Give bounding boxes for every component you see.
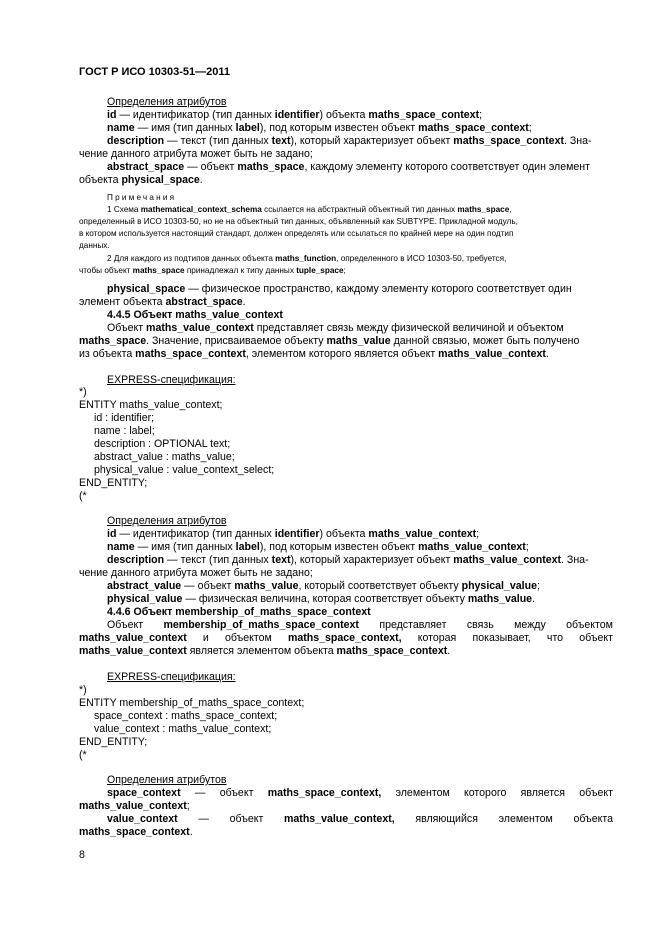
attr-definitions-heading: Определения атрибутов [107, 96, 227, 108]
section-4-4-5-heading: 4.4.5 Объект maths_value_context [107, 309, 283, 321]
express-1-line-1: ENTITY maths_value_context; [79, 399, 223, 411]
section-4-4-5-para-line-2: maths_space. Значение, присваиваемое объекту maths_value данной связью, может быть получено [79, 335, 580, 347]
attr-abstract-value-definition: abstract_value — объект maths_value, который соответствует объекту physical_value; [107, 580, 540, 592]
express-1-line-0: *) [79, 386, 87, 398]
attr-abstract-space-definition: abstract_space — объект maths_space, каждому элементу которого соответствует один элемент [107, 161, 591, 173]
attr-definitions-heading-3: Определения атрибутов [107, 774, 227, 786]
express-1-line-2: id : identifier; [94, 412, 155, 424]
page-header: ГОСТ Р ИСО 10303-51—2011 [79, 66, 231, 78]
attr-name-definition: name — имя (тип данных label), под которым известен объект maths_space_context; [107, 122, 532, 134]
express-spec-heading-1: EXPRESS-спецификация: [107, 374, 236, 386]
express-1-line-8: (* [79, 490, 87, 502]
express-1-line-7: END_ENTITY; [79, 477, 148, 489]
section-4-4-6-para-line-2: maths_value_context и объектом maths_space_context, которая показывает, что объект [79, 632, 613, 644]
express-1-line-6: physical_value : value_context_select; [94, 464, 275, 476]
express-2-line-3: value_context : maths_value_context; [94, 723, 272, 735]
attr-id-definition: id — идентификатор (тип данных identifier) объекта maths_space_context; [107, 109, 483, 121]
attr-physical-space-continuation: элемент объекта abstract_space. [79, 296, 246, 308]
express-1-line-3: name : label; [94, 425, 155, 437]
section-4-4-6-para-line-3: maths_value_context является элементом объекта maths_space_context. [79, 645, 451, 657]
express-2-line-5: (* [79, 749, 87, 761]
express-1-line-4: description : OPTIONAL text; [94, 438, 231, 450]
attr-description-definition-2: description — текст (тип данных text), который характеризует объект maths_value_context. Зна- [107, 554, 589, 566]
attr-name-definition-2: name — имя (тип данных label), под которым известен объект maths_value_context; [107, 541, 529, 553]
express-2-line-4: END_ENTITY; [79, 736, 148, 748]
note-1-line-3: в котором используется настоящий стандарт, должен определять или ссылаться по крайней мере на один подтип [79, 229, 514, 238]
attr-physical-space-definition: physical_space — физическое пространство, каждому элементу которого соответствует один [107, 283, 572, 295]
attr-abstract-space-continuation: объекта physical_space. [79, 174, 203, 186]
express-spec-heading-2: EXPRESS-спецификация: [107, 671, 236, 683]
attr-space-context-definition: space_context — объект maths_space_context, элементом которого является объект [107, 787, 613, 799]
attr-value-context-definition: value_context — объект maths_value_context, являющийся элементом объекта [107, 813, 613, 825]
note-1-line-4: данных. [79, 241, 110, 250]
attr-description-continuation-2: чение данного атрибута может быть не задано; [79, 567, 313, 579]
notes-title: Примечания [107, 193, 177, 202]
note-2-line-1: 2 Для каждого из подтипов данных объекта maths_function, определенного в ИСО 10303-50, требуется, [107, 254, 507, 263]
express-1-line-5: abstract_value : maths_value; [94, 451, 235, 463]
section-4-4-6-heading: 4.4.6 Объект membership_of_maths_space_context [107, 606, 371, 618]
express-2-line-0: *) [79, 684, 87, 696]
attr-id-definition-2: id — идентификатор (тип данных identifier) объекта maths_value_context; [107, 528, 480, 540]
express-2-line-1: ENTITY membership_of_maths_space_context; [79, 697, 305, 709]
attr-space-context-continuation: maths_value_context; [79, 800, 190, 812]
attr-definitions-heading-2: Определения атрибутов [107, 515, 227, 527]
note-2-line-2: чтобы объект maths_space принадлежал к типу данных tuple_space; [79, 266, 346, 275]
note-1-line-1: 1 Схема mathematical_context_schema ссылается на абстрактный объектный тип данных maths_space, [107, 205, 512, 214]
section-4-4-6-para-line-1: Объект membership_of_maths_space_context представляет связь между объектом [107, 619, 613, 631]
attr-physical-value-definition: physical_value — физическая величина, которая соответствует объекту maths_value. [107, 593, 536, 605]
express-2-line-2: space_context : maths_space_context; [94, 710, 278, 722]
page-number: 8 [79, 849, 85, 861]
section-4-4-5-para-line-3: из объекта maths_space_context, элементом которого является объект maths_value_context. [79, 348, 549, 360]
note-1-line-2: определенный в ИСО 10303-50, но не на объектный тип данных, объявленный как SUBTYPE. Прикладной модуль, [79, 217, 518, 226]
attr-description-continuation: чение данного атрибута может быть не задано; [79, 148, 313, 160]
attr-value-context-continuation: maths_space_context. [79, 826, 193, 838]
attr-description-definition: description — текст (тип данных text), который характеризует объект maths_space_context. Зна- [107, 135, 592, 147]
section-4-4-5-para-line-1: Объект maths_value_context представляет связь между физической величиной и объектом [107, 322, 564, 334]
